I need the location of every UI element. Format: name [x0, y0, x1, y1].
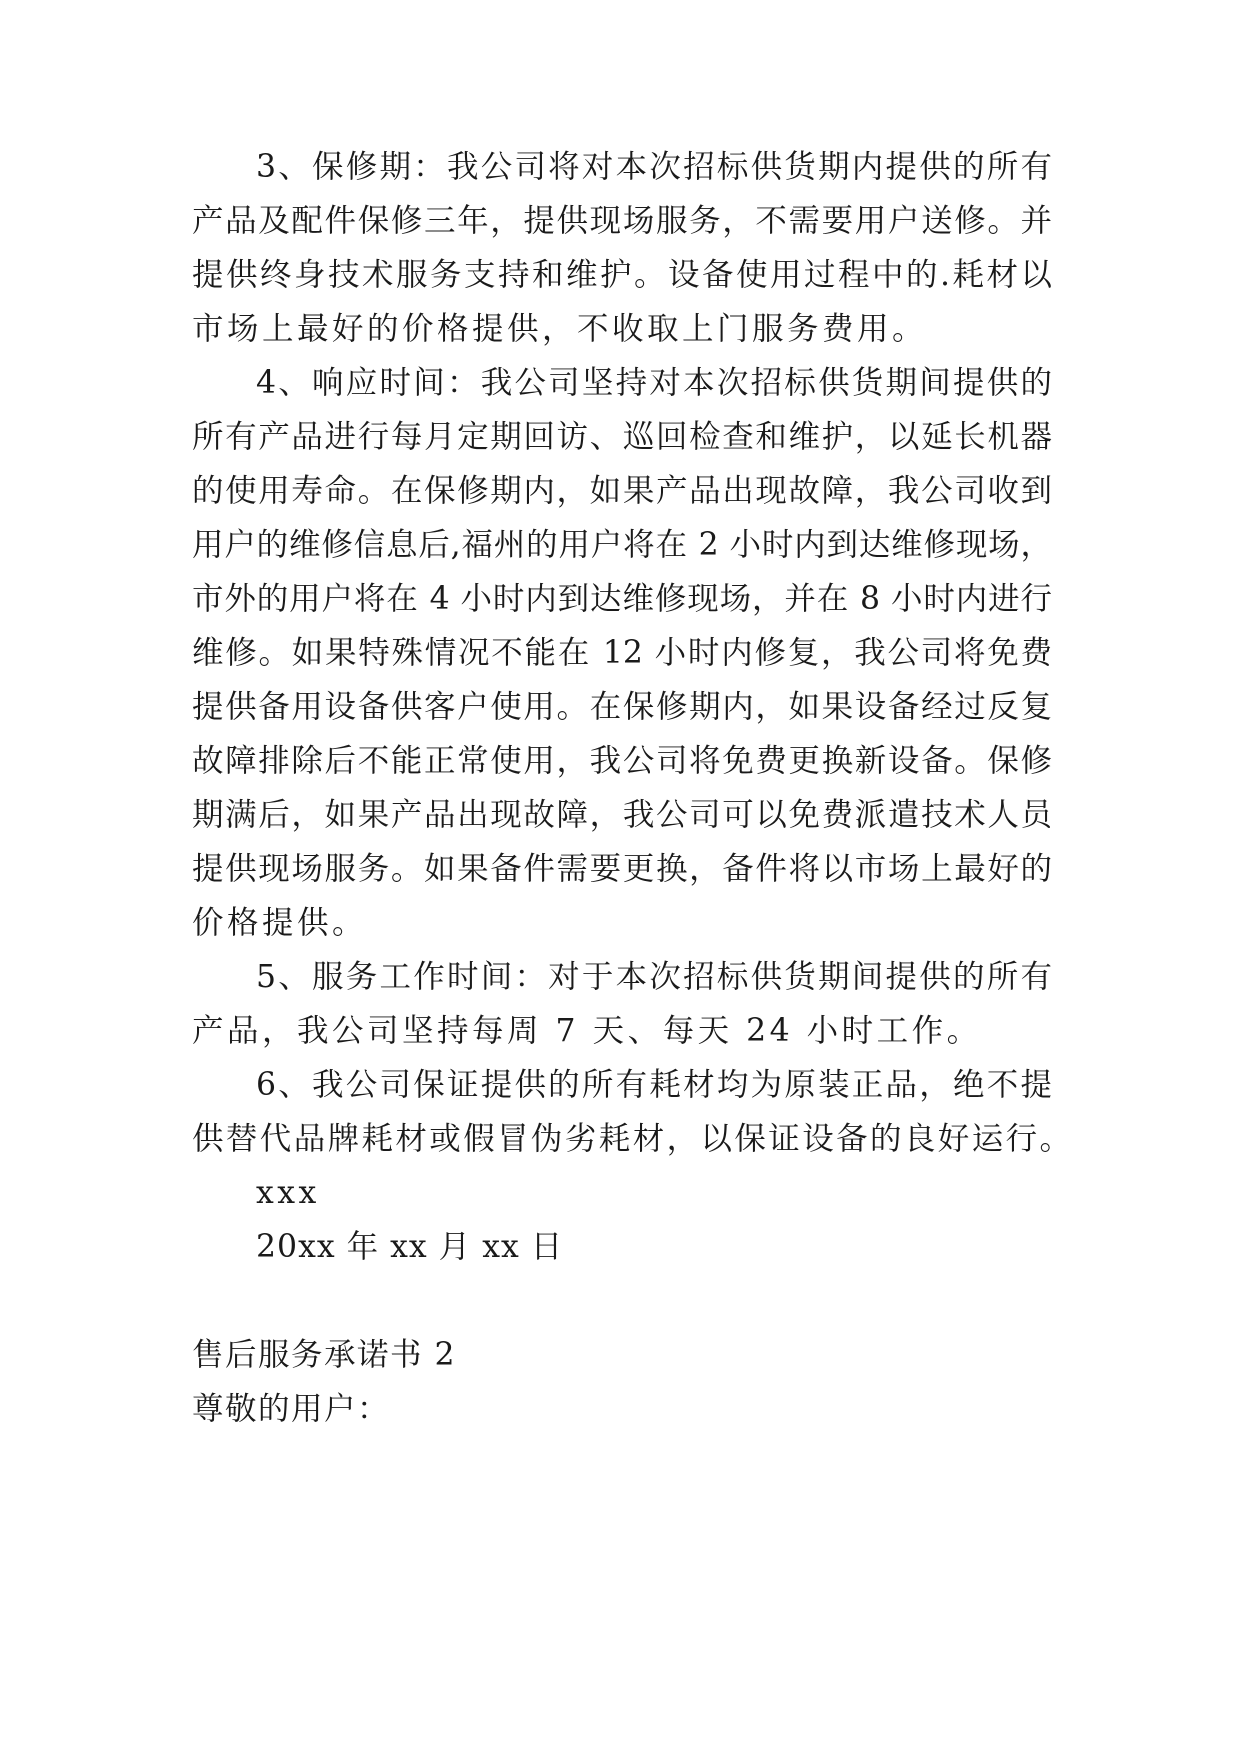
paragraph-4-line-6: 维修。如果特殊情况不能在 12 小时内修复，我公司将免费: [192, 635, 1052, 671]
paragraph-5-line-1: 5、服务工作时间：对于本次招标供货期间提供的所有: [256, 959, 1052, 995]
next-document-title: 售后服务承诺书 2: [192, 1337, 457, 1373]
paragraph-5-line-2: 产品，我公司坚持每周 7 天、每天 24 小时工作。: [192, 1013, 982, 1049]
paragraph-4-line-2: 所有产品进行每月定期回访、巡回检查和维护，以延长机器: [192, 419, 1052, 455]
paragraph-4-line-9: 期满后，如果产品出现故障，我公司可以免费派遣技术人员: [192, 797, 1052, 833]
paragraph-4-line-7: 提供备用设备供客户使用。在保修期内，如果设备经过反复: [192, 689, 1052, 725]
paragraph-4-line-3: 的使用寿命。在保修期内，如果产品出现故障，我公司收到: [192, 473, 1052, 509]
greeting: 尊敬的用户：: [192, 1391, 391, 1427]
paragraph-6-line-1: 6、我公司保证提供的所有耗材均为原装正品，绝不提: [256, 1067, 1052, 1103]
signature-date: 20xx 年 xx 月 xx 日: [256, 1229, 564, 1265]
paragraph-4-line-10: 提供现场服务。如果备件需要更换，备件将以市场上最好的: [192, 851, 1052, 887]
paragraph-4-line-4: 用户的维修信息后,福州的用户将在 2 小时内到达维修现场，: [192, 527, 1052, 563]
paragraph-4-line-5: 市外的用户将在 4 小时内到达维修现场，并在 8 小时内进行: [192, 581, 1052, 617]
signature-name: xxx: [256, 1175, 320, 1211]
paragraph-3-line-2: 产品及配件保修三年，提供现场服务，不需要用户送修。并: [192, 203, 1052, 239]
paragraph-3-line-1: 3、保修期：我公司将对本次招标供货期内提供的所有: [256, 149, 1052, 185]
paragraph-3-line-4: 市场上最好的价格提供，不收取上门服务费用。: [192, 311, 928, 347]
paragraph-4-line-8: 故障排除后不能正常使用，我公司将免费更换新设备。保修: [192, 743, 1052, 779]
paragraph-6-line-2: 供替代品牌耗材或假冒伪劣耗材，以保证设备的良好运行。: [192, 1121, 1074, 1157]
paragraph-3-line-3: 提供终身技术服务支持和维护。设备使用过程中的.耗材以: [192, 257, 1052, 293]
paragraph-4-line-1: 4、响应时间：我公司坚持对本次招标供货期间提供的: [256, 365, 1052, 401]
paragraph-4-line-11: 价格提供。: [192, 905, 368, 941]
